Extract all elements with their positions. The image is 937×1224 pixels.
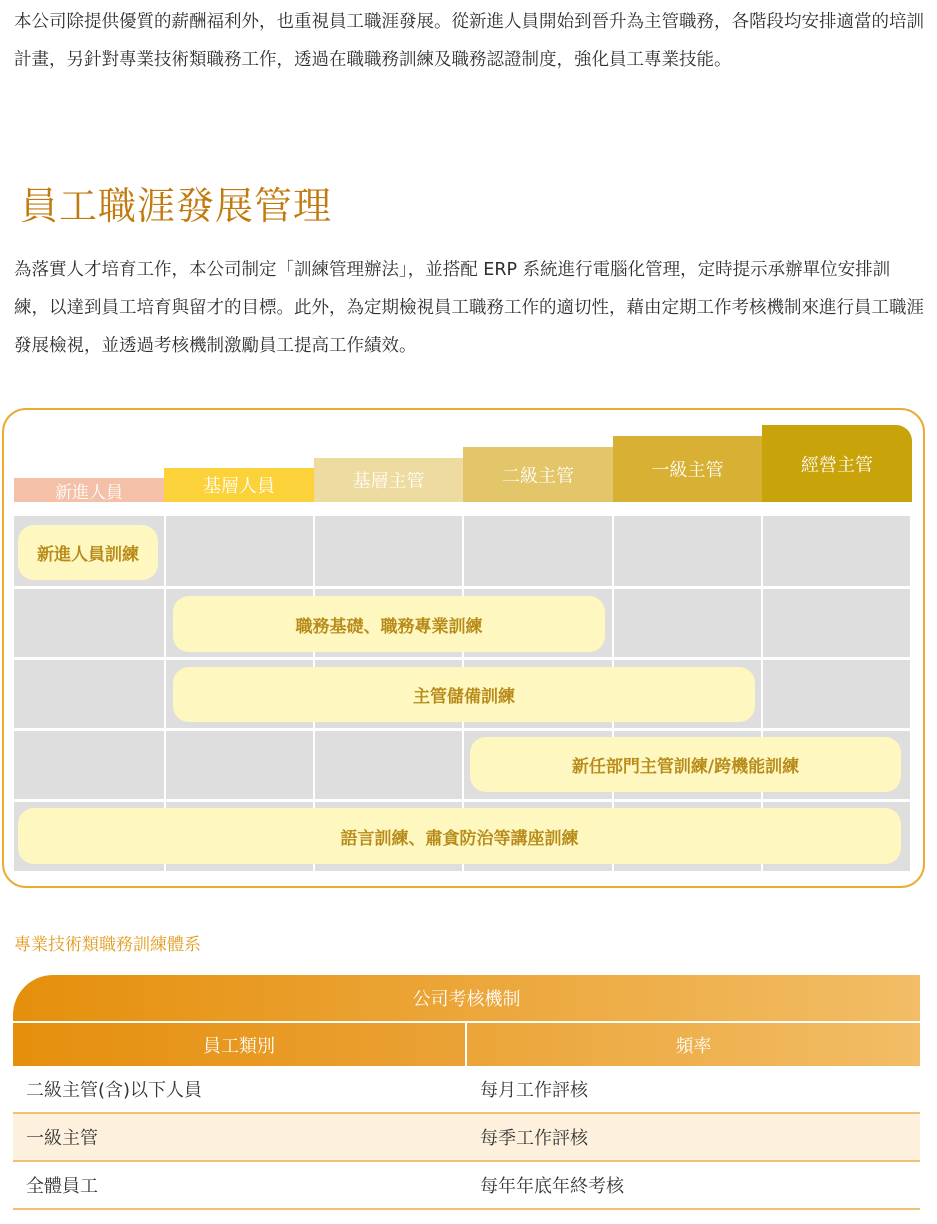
grid-divider: [14, 728, 910, 731]
column-header-frequency: 頻率: [467, 1023, 920, 1066]
table-cell: 每月工作評核: [480, 1080, 588, 1101]
level-junior-supervisor: 基層主管: [314, 458, 463, 502]
table-row: [13, 1162, 920, 1210]
level-first-manager: 一級主管: [613, 436, 762, 502]
table-cell: 二級主管(含)以下人員: [26, 1080, 203, 1101]
training-new-staff: 新進人員訓練: [18, 525, 158, 580]
subheading-link[interactable]: 專業技術類職務訓練體系: [14, 935, 201, 955]
grid-divider: [14, 586, 910, 589]
training-supervisor-reserve: 主管儲備訓練: [173, 667, 755, 722]
table-cell: 每年年底年終考核: [480, 1176, 624, 1197]
training-new-manager: 新任部門主管訓練/跨機能訓練: [470, 737, 901, 792]
section-title: 員工職涯發展管理: [20, 184, 333, 228]
description-paragraph: 為落實人才培育工作，本公司制定「訓練管理辦法」，並搭配 ERP 系統進行電腦化管理，定時提示承辦單位安排訓練，以達到員工培育與留才的目標。此外，為定期檢視員工職務工作的適切性，藉由定期工作考核機制來進行員工職涯發展檢視，並透過考核機制激勵員工提高工作績效。: [14, 260, 924, 356]
level-executive: 經營主管: [762, 425, 912, 502]
level-second-manager: 二級主管: [463, 447, 613, 502]
table-cell: 全體員工: [26, 1176, 98, 1197]
table-caption: 公司考核機制: [13, 975, 920, 1021]
grid-divider: [14, 657, 910, 660]
level-new-staff: 新進人員: [14, 478, 164, 502]
training-language-seminar: 語言訓練、肅貪防治等講座訓練: [18, 808, 901, 864]
level-junior-staff: 基層人員: [164, 468, 314, 502]
table-cell: 一級主管: [26, 1128, 98, 1149]
table-cell: 每季工作評核: [480, 1128, 588, 1149]
intro-paragraph: 本公司除提供優質的薪酬福利外，也重視員工職涯發展。從新進人員開始到晉升為主管職務，各階段均安排適當的培訓計畫，另針對專業技術類職務工作，透過在職職務訓練及職務認證制度，強化員工專業技能。: [14, 12, 924, 70]
grid-divider: [14, 799, 910, 802]
table-header-row: [13, 1023, 920, 1066]
training-job-basics: 職務基礎、職務專業訓練: [173, 596, 605, 652]
evaluation-table: [13, 975, 920, 1210]
table-row: [13, 1066, 920, 1114]
column-header-category: 員工類別: [13, 1023, 465, 1066]
table-row: [13, 1114, 920, 1162]
